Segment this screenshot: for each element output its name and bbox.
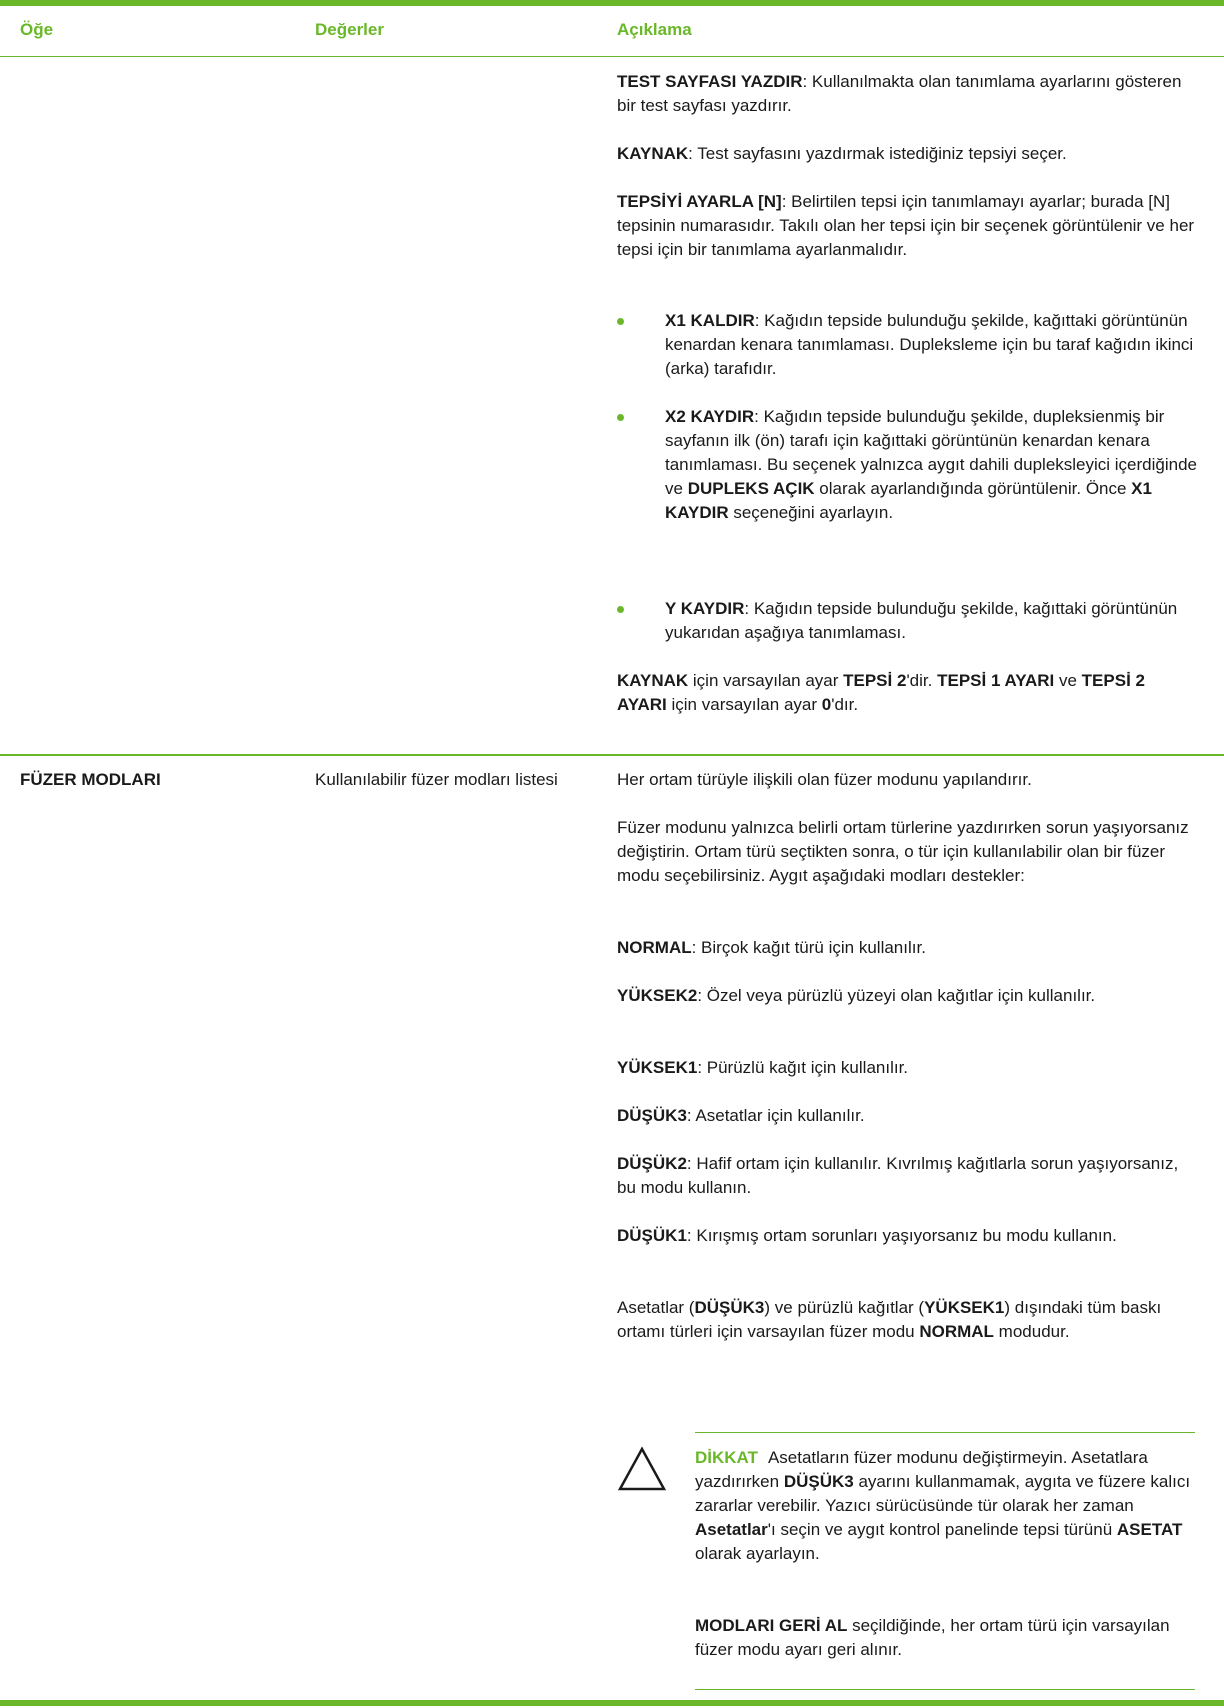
bullet-icon xyxy=(617,414,624,421)
item-fuser-modes: FÜZER MODLARI xyxy=(20,770,161,789)
desc-low2: DÜŞÜK2: Hafif ortam için kullanılır. Kıvrılmış kağıtlarla sorun yaşıyorsanız, bu modu kullanın. xyxy=(617,1154,1179,1197)
desc-high2: YÜKSEK2: Özel veya pürüzlü yüzeyi olan kağıtlar için kullanılır. xyxy=(617,986,1096,1005)
desc-normal: NORMAL: Birçok kağıt türü için kullanılır. xyxy=(617,938,926,957)
desc-defaults: KAYNAK için varsayılan ayar TEPSİ 2'dir. TEPSİ 1 AYARI ve TEPSİ 2 AYARI için varsayılan ayar 0'dır. xyxy=(617,671,1145,714)
bullet-icon xyxy=(617,318,624,325)
header-item: Öğe xyxy=(20,20,54,39)
caution-bottom-rule xyxy=(695,1689,1195,1690)
desc-set-tray: TEPSİYİ AYARLA [N]: Belirtilen tepsi için tanımlamayı ayarlar; burada [N] tepsinin numarasıdır. Takılı olan her tepsi için bir seçenek görüntülenir ve her tepsi için bir tanımlama ayarlanmalıdır. xyxy=(617,192,1195,259)
caution-label: DİKKAT xyxy=(695,1448,758,1467)
caution-note: DİKKAT Asetatların füzer modunu değiştirmeyin. Asetatlara yazdırırken DÜŞÜK3 ayarını kullanmamak, aygıta ve füzere kalıcı zararlar verebilir. Yazıcı sürücüsünde tür olarak her zaman Asetatlar'ı seçin ve aygıt kontrol panelinde tepsi türünü ASETAT olarak ayarlayın. xyxy=(695,1448,1191,1563)
caution-reset-note: MODLARI GERİ AL seçildiğinde, her ortam türü için varsayılan füzer modu ayarı geri alınır. xyxy=(695,1616,1170,1659)
header-rule xyxy=(0,56,1224,57)
desc-source: KAYNAK: Test sayfasını yazdırmak istediğiniz tepsiyi seçer. xyxy=(617,144,1067,163)
desc-low1: DÜŞÜK1: Kırışmış ortam sorunları yaşıyorsanız bu modu kullanın. xyxy=(617,1226,1117,1245)
table-bottom-rule xyxy=(0,1700,1224,1706)
values-fuser-modes: Kullanılabilir füzer modları listesi xyxy=(315,770,558,789)
desc-low3: DÜŞÜK3: Asetatlar için kullanılır. xyxy=(617,1106,865,1125)
desc-fuser-config: Her ortam türüyle ilişkili olan füzer modunu yapılandırır. xyxy=(617,770,1032,789)
bullet-icon xyxy=(617,606,624,613)
header-description: Açıklama xyxy=(617,20,692,39)
row-divider xyxy=(0,754,1224,756)
desc-test-page: TEST SAYFASI YAZDIR: Kullanılmakta olan tanımlama ayarlarını gösteren bir test sayfası yazdırır. xyxy=(617,72,1182,115)
desc-high1: YÜKSEK1: Pürüzlü kağıt için kullanılır. xyxy=(617,1058,909,1077)
desc-default-mode: Asetatlar (DÜŞÜK3) ve pürüzlü kağıtlar (YÜKSEK1) dışındaki tüm baskı ortamı türleri için varsayılan füzer modu NORMAL modudur. xyxy=(617,1298,1162,1341)
warning-triangle-icon xyxy=(617,1446,667,1492)
manual-page: Öğe Değerler Açıklama TEST SAYFASI YAZDIR: Kullanılmakta olan tanımlama ayarlarını gösteren bir test sayfası yazdırır. KAYNAK: Test sayfasını yazdırmak istediğiniz tepsiyi seçer. TEPSİYİ AYARLA [N]: Belirtilen tepsi için tanımlamayı ayarlar; burada [N] tepsinin numarasıdır. Takılı olan her tepsi için bir seçenek görüntülenir ve her tepsi için bir tanımlama ayarlanmalıdır. X1 KALDIR: Kağıdın tepside bulunduğu şekilde, kağıttaki görüntünün kenardan kenara tanımlaması. Dupleksleme için bu taraf kağıdın ikinci (arka) tarafıdır. X2 KAYDIR: Kağıdın tepside bulunduğu şekilde, dupleksienmiş bir sayfanın ilk (ön) tarafı için kağıttaki görüntünün kenardan kenara tanımlaması. Bu seçenek yalnızca aygıt dahili dupleksleyici içerdiğinde ve DUPLEKS AÇIK olarak ayarlandığında görüntülenir. Önce X1 KAYDIR seçeneğini ayarlayın. Y KAYDIR: Kağıdın tepside bulunduğu şekilde, kağıttaki görüntünün yukarıdan aşağıya tanımlaması. KAYNAK için varsayılan ayar TEPSİ 2'dir. TEPSİ 1 AYARI ve TEPSİ 2 AYARI için varsayılan ayar 0'dır. FÜZER MODLARI Kullanılabilir füzer modları listesi Her ortam türüyle ilişkili olan füzer modunu yapılandırır. Füzer modunu yalnızca belirli ortam türlerine yazdırırken sorun yaşıyorsanız değiştirin. Ortam türü seçtikten sonra, o tür için kullanılabilir olan bir füzer modu seçebilirsiniz. Aygıt aşağıdaki modları destekler: NORMAL: Birçok kağıt türü için kullanılır. YÜKSEK2: Özel veya pürüzlü yüzeyi olan kağıtlar için kullanılır. YÜKSEK1: Pürüzlü kağıt için kullanılır. DÜŞÜK3: Asetatlar için kullanılır. DÜŞÜK2: Hafif ortam için kullanılır. Kıvrılmış kağıtlarla sorun yaşıyorsanız, bu modu kullanın. DÜŞÜK1: Kırışmış ortam sorunları yaşıyorsanız bu modu kullanın. Asetatlar (DÜŞÜK3) ve pürüzlü kağıtlar (YÜKSEK1) dışındaki tüm baskı ortamı türleri için varsayılan füzer modu NORMAL modudur. DİKKAT Asetatların füzer modunu değiştirmeyin. Asetatlara yazdırırken DÜŞÜK3 ayarını kullanmamak, aygıta ve füzere kalıcı zararlar verebilir. Yazıcı sürücüsünde tür olarak her zaman Asetatlar'ı seçin ve aygıt kontrol panelinde tepsi türünü ASETAT olarak ayarlayın. MODLARI GERİ AL seçildiğinde, her ortam türü için varsayılan füzer modu ayarı geri alınır. xyxy=(0,0,1224,1708)
desc-fuser-change: Füzer modunu yalnızca belirli ortam türlerine yazdırırken sorun yaşıyorsanız değiştirin. Ortam türü seçtikten sonra, o tür için kullanılabilir olan bir füzer modu seçebilirsiniz. Aygıt aşağıdaki modları destekler: xyxy=(617,818,1189,885)
header-values: Değerler xyxy=(315,20,384,39)
caution-top-rule xyxy=(695,1432,1195,1433)
table-top-rule xyxy=(0,0,1224,6)
